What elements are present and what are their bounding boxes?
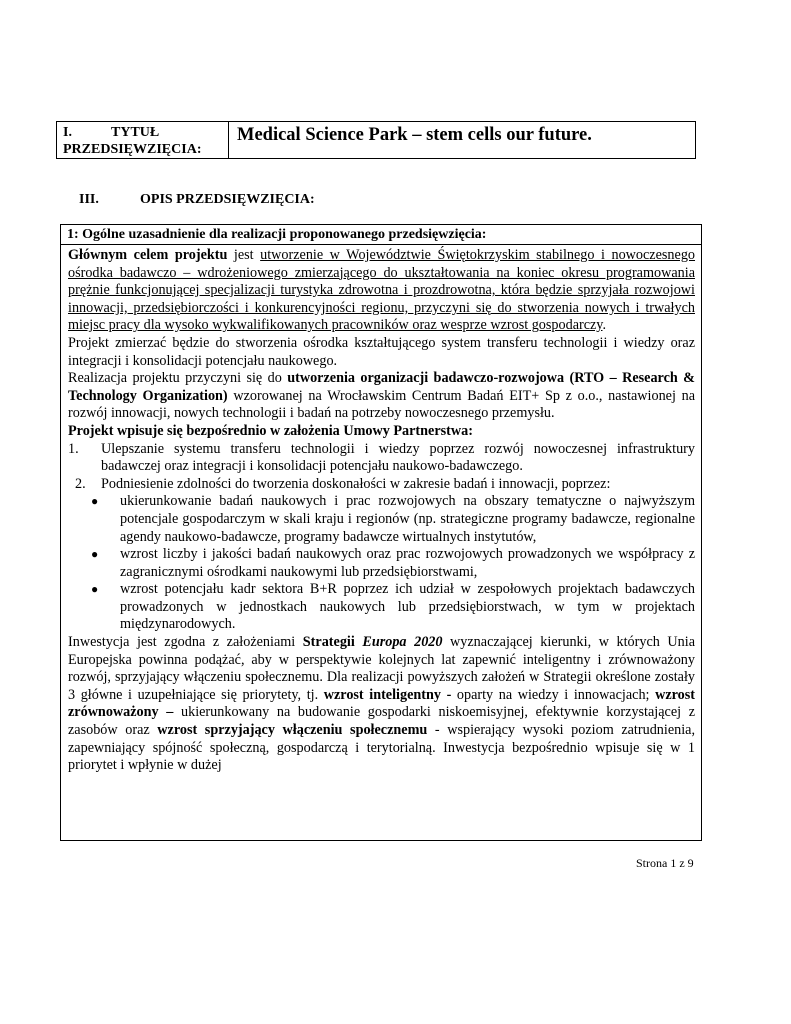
- paragraph-rto: Realizacja projektu przyczyni się do utworzenia organizacji badawczo-rozwojowa (RTO – Research & Technology Organization) wzorowanej na Wrocławskim Centrum Badań EIT+ Sp z o.o., nastawionej na rozwój innowacji, nowych technologii i badań na potrzeby nowoczesnego przemysłu.: [68, 370, 695, 422]
- project-title: Medical Science Park – stem cells our future.: [237, 125, 592, 145]
- box-content: [61, 245, 701, 775]
- list-item: [68, 441, 695, 476]
- list-marker: 2.: [75, 475, 86, 492]
- list-item-text: Podniesienie zdolności do tworzenia doskonałości w zakresie badań i innowacji, poprzez:: [101, 475, 611, 492]
- paragraph-europe-2020: Inwestycja jest zgodna z założeniami Strategii Europa 2020 wyznaczającej kierunki, w których Unia Europejska powinna podążać, aby w perspektywie kolejnych lat zapewnić inteligentny i zrównoważony rozwój, sprzyjający włączeniu społecznemu. Dla realizacji powyższych założeń w Strategii określone zostały 3 główne i uzupełniające się priorytety, tj. wzrost inteligentny - oparty na wiedzy i innowacjach; wzrost zrównoważony – ukierunkowany na budowanie gospodarki niskoemisyjnej, efektywnie korzystającej z zasobów oraz wzrost sprzyjający włączeniu społecznemu - wspierający wysoki poziom zatrudnienia, zapewniający spójność społeczną, gospodarczą i terytorialną. Inwestycja bezpośrednio wpisuje się w 1 priorytet i wpłynie w dużej: [68, 634, 696, 774]
- main-goal-lead: Głównym celem projektu: [68, 247, 228, 263]
- bullet-text: ukierunkowanie badań naukowych i prac rozwojowych na obszary tematyczne o najwyższym potencjale gospodarczym w skali kraju i regionów (np. strategiczne programy badawcze, regionalne agendy naukowo-badawcze, programy badawcze wirtualnych instytutów,: [120, 493, 695, 545]
- paragraph-center: Projekt zmierzać będzie do stworzenia ośrodka kształtującego system transferu technologii i wiedzy oraz integracji i konsolidacji potencjału naukowego.: [68, 334, 695, 369]
- europe-2020-title: Europa 2020: [362, 634, 443, 651]
- section-title: OPIS PRZEDSIĘWZIĘCIA:: [140, 192, 315, 207]
- section-number: III.: [79, 192, 99, 207]
- bullet-text: wzrost potencjału kadr sektora B+R poprzez ich udział w zespołowych projektach badawczych prowadzonych w jednostkach naukowych lub przedsiębiorstwach, w tym w projektach międzynarodowych.: [120, 581, 695, 633]
- main-goal-text: utworzenie w Województwie Świętokrzyskim stabilnego i nowoczesnego ośrodka badawczo – wdrożeniowego zmierzającego do ukształtowania na koniec okresu programowania prężnie funkcjonującej specjalizacji turystyka zdrowotna i prozdrowotna, która będzie sprzyjała rozwojowi innowacji, przedsiębiorczości i konkurencyjności regionu, przyczyni się do stworzenia nowych i trwałych miejsc pracy dla wysoko wykwalifikowanych pracowników oraz wesprze wzrost gospodarczy: [68, 247, 696, 334]
- title-table: [56, 121, 696, 159]
- page-number: Strona 1 z 9: [636, 856, 694, 870]
- bullet-item: [68, 581, 695, 634]
- paragraph-main-goal: Głównym celem projektu jest utworzenie w Województwie Świętokrzyskim stabilnego i nowoczesnego ośrodka badawczo – wdrożeniowego zmierzającego do ukształtowania na koniec okresu programowania prężnie funkcjonującej specjalizacji turystyka zdrowotna i prozdrowotna, która będzie sprzyjała rozwojowi innowacji, przedsiębiorczości i konkurencyjności regionu, przyczyni się do stworzenia nowych i trwałych miejsc pracy dla wysoko wykwalifikowanych pracowników oraz wesprze wzrost gospodarczy.: [68, 247, 696, 334]
- section-heading: [79, 192, 315, 208]
- bullet-list: [68, 493, 695, 634]
- numbered-list: [68, 441, 695, 635]
- paragraph-partnership: Projekt wpisuje się bezpośrednio w założenia Umowy Partnerstwa:: [68, 422, 473, 439]
- box-header: 1: Ogólne uzasadnienie dla realizacji proponowanego przedsięwzięcia:: [61, 225, 701, 245]
- bullet-icon: ●: [91, 582, 99, 597]
- title-number: I.: [63, 125, 72, 140]
- rto-name: utworzenia organizacji badawczo-rozwojowa (RTO – Research & Technology Organization): [68, 370, 695, 404]
- bullet-icon: ●: [91, 494, 99, 509]
- bullet-text: wzrost liczby i jakości badań naukowych oraz prac rozwojowych prowadzonych we współpracy z zagranicznymi ośrodkami naukowymi lub przedsiębiorstwami,: [120, 546, 695, 580]
- list-item-text: Ulepszanie systemu transferu technologii i wiedzy poprzez rozwój nowoczesnej infrastruktury badawczej oraz integracji i konsolidacji potencjału naukowo-badawczego.: [101, 440, 695, 475]
- title-label-line1: TYTUŁ: [111, 125, 160, 140]
- title-label-line2: PRZEDSIĘWZIĘCIA:: [63, 142, 202, 157]
- justification-box: [60, 224, 702, 841]
- list-marker: 1.: [68, 440, 79, 457]
- bullet-item: [68, 493, 695, 546]
- bullet-item: [68, 546, 695, 581]
- title-label-cell: [57, 122, 229, 158]
- list-item: [68, 476, 695, 634]
- bullet-icon: ●: [91, 547, 99, 562]
